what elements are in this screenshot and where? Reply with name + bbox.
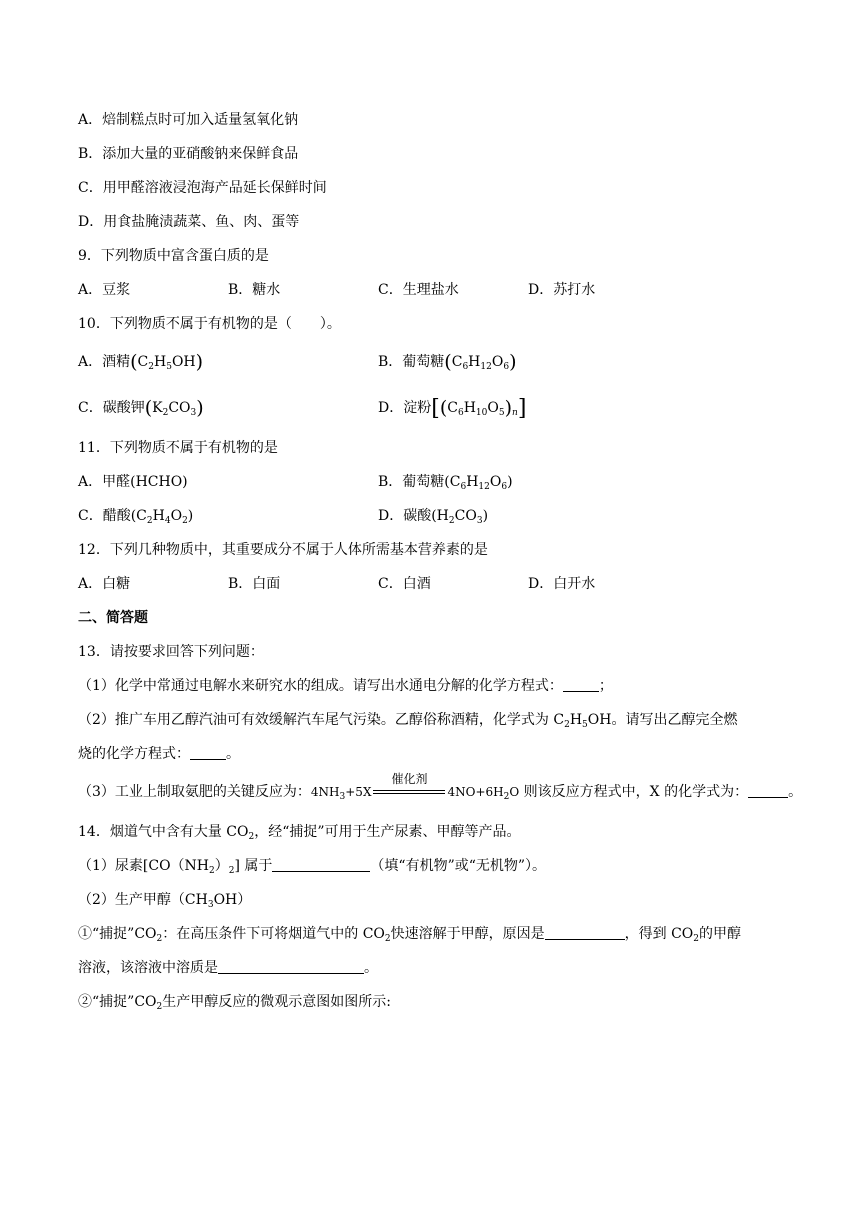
answer-blank[interactable] (545, 925, 625, 940)
catalyst-arrow: 催化剂 (371, 782, 447, 802)
q12-option-a: A．白糖 (78, 576, 131, 592)
answer-blank[interactable] (272, 857, 370, 872)
q12-option-b: B．白面 (228, 576, 281, 592)
q9-option-d: D．苏打水 (528, 282, 596, 298)
answer-blank[interactable] (563, 677, 599, 692)
q8-option-a: A．焙制糕点时可加入适量氢氧化钠 (78, 112, 299, 128)
q14-part2: （2）生产甲醇$(CH_3OH)$ (78, 892, 252, 910)
q14-step1-line1: ①“捕捉$”CO_2$：在高压条件下可将烟道气中的 $CO_2$快速溶解于甲醇，原因是 ，得到 $CO_2$的甲醇 (78, 926, 741, 944)
q9-option-a: A．豆浆 (78, 282, 131, 298)
q14-step1-line2: 溶液，该溶液中溶质是 。 (78, 960, 378, 976)
answer-blank[interactable] (748, 783, 788, 798)
q10-stem: 10．下列物质不属于有机物的是（ ）。 (78, 316, 341, 332)
q10-option-c: C．碳酸钾$(K_2CO_3)$ (78, 397, 204, 419)
q13-part2-line1: （2）推广车用乙醇汽油可有效缓解汽车尾气污染。乙醇俗称酒精，化学式为 $C_2H_5OH$。请写出乙醇完全燃 (78, 712, 738, 730)
answer-blank[interactable] (218, 959, 364, 974)
q8-option-b: B．添加大量的亚硝酸钠来保鲜食品 (78, 146, 299, 162)
q10-option-d: D．淀粉$[(C_6H_{10}O_5)_n]$ (378, 396, 527, 421)
q12-stem: 12．下列几种物质中，其重要成分不属于人体所需基本营养素的是 (78, 542, 488, 558)
q8-option-c: C．用甲醛溶液浸泡海产品延长保鲜时间 (78, 180, 327, 196)
q11-stem: 11．下列物质不属于有机物的是 (78, 440, 278, 456)
q11-option-c: C．醋酸$(C_2H_4O_2)$ (78, 508, 194, 526)
q9-option-b: B．糖水 (228, 282, 281, 298)
q10-option-b: B．葡萄糖$(C_6H_{12}O_6)$ (378, 351, 517, 373)
q13-part3: （3）工业上制取氨肥的关键反应为：$4NH_3+5X$ 催化剂 $4NO+6H_2O$ 则该反应方程式中，X 的化学式为： 。 (78, 772, 803, 802)
q12-option-d: D．白开水 (528, 576, 596, 592)
q9-option-c: C．生理盐水 (378, 282, 459, 298)
q14-stem: 14．烟道气中含有大量 $CO_2$，经“捕捉”可用于生产尿素、甲醇等产品。 (78, 824, 521, 842)
q12-option-c: C．白酒 (378, 576, 431, 592)
q11-option-a: A．甲醛(HCHO) (78, 474, 188, 490)
q14-part1: （1）尿素$[CO(NH_2)_2]$ 属于 （填“有机物”或“无机物”）。 (78, 858, 547, 876)
answer-blank[interactable] (190, 745, 226, 760)
q13-part1: （1）化学中常通过电解水来研究水的组成。请写出水通电分解的化学方程式： ； (78, 678, 613, 694)
q13-part2-line2: 烧的化学方程式： 。 (78, 746, 240, 762)
q13-stem: 13．请按要求回答下列问题： (78, 644, 264, 660)
q9-stem: 9．下列物质中富含蛋白质的是 (78, 248, 269, 264)
q11-option-d: D．碳酸$(H_2CO_3)$ (378, 508, 489, 526)
q8-option-d: D．用食盐腌渍蔬菜、鱼、肉、蛋等 (78, 214, 300, 230)
section-heading: 二、简答题 (78, 610, 148, 626)
q10-option-a: A．酒精$(C_2H_5OH)$ (78, 351, 204, 373)
q14-step2: ②“捕捉$”CO_2$生产甲醇反应的微观示意图如图所示: (78, 994, 391, 1012)
q11-option-b: B．葡萄糖$(C_6H_{12}O_6)$ (378, 474, 513, 492)
